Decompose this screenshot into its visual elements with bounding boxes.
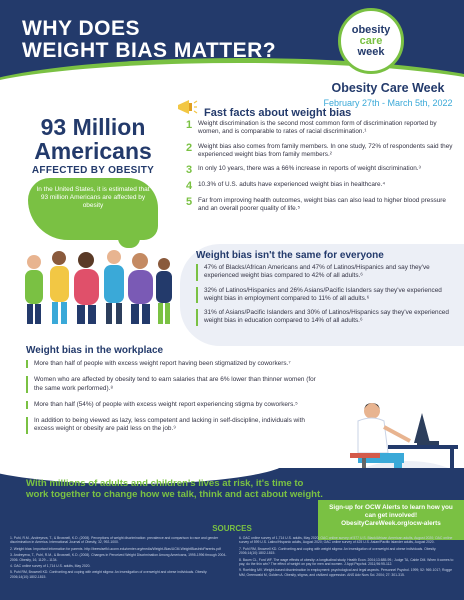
- fact-text: Weight bias also comes from family members. In one study, 72% of respondents said they experienced weight bias from family members.²: [198, 142, 453, 158]
- disparity-item: 31% of Asians/Pacific Islanders and 30% of Latinos/Hispanics say they've experienced weight bias in education compared to 14% of all adults.⁶: [196, 309, 458, 326]
- disparity-item: 32% of Latinos/Hispanics and 26% Asians/Pacific Islanders say they've experienced weight bias in employment compared to 11% of all adults.⁶: [196, 287, 458, 304]
- obesity-care-week-logo: [338, 8, 404, 74]
- fact-text: 10.3% of U.S. adults have experienced weight bias in healthcare.⁴: [198, 181, 386, 189]
- fact-item: [186, 120, 454, 137]
- megaphone-icon: [176, 98, 198, 116]
- stat-headline-line1: 93 Million: [40, 114, 146, 140]
- stat-headline: [18, 115, 168, 163]
- stat-subtitle: AFFECTED BY OBESITY: [31, 165, 155, 176]
- event-dates: February 27th - March 5th, 2022: [323, 98, 453, 108]
- disparities-title: Weight bias isn't the same for everyone: [196, 250, 384, 261]
- workplace-item: Women who are affected by obesity tend to earn salaries that are 6% lower than thinner women (for the same work performed).⁸: [26, 376, 318, 393]
- fact-text: In only 10 years, there was a 66% increase in reports of weight discrimination.³: [198, 165, 421, 173]
- source-item: 8. Baum CL, Ford WF. The wage effects of obesity: a longitudinal study. Health Econ. 2004;13:885-99.; Judge TA, Cable DM. When it comes to pay, do the thin win? The effect of weight on pay for men and women. J Appl Psychol. 2011;96:95-112.: [239, 557, 454, 567]
- fact-number: 1: [186, 119, 193, 131]
- source-item: 7. Puhl RM, Brownell KD. Confronting and coping with weight stigma: An investigation of overweight and obese individuals. Obesity. 2006;14(10):1802-1815.: [239, 546, 437, 556]
- people-group-illustration: [14, 248, 174, 326]
- page-title: [22, 18, 276, 62]
- logo-word-obesity: obesity: [351, 24, 391, 36]
- page-title-line1: WHY DOES: [22, 17, 140, 40]
- sources-title: SOURCES: [212, 524, 252, 533]
- signup-text: Sign-up for OCW Alerts to learn how you can get involved!: [329, 504, 453, 519]
- fact-number: 4: [186, 180, 193, 193]
- logo-word-care: care: [359, 35, 383, 47]
- page-title-line2: WEIGHT BIAS MATTER?: [22, 39, 277, 62]
- fast-facts-title: Fast facts about weight bias: [204, 107, 352, 119]
- fact-item: [186, 143, 454, 160]
- workplace-item: More than half of people with excess weight report having been stigmatized by coworkers.⁷: [26, 360, 318, 368]
- fact-number: 2: [186, 141, 193, 154]
- source-item: 2. Weight bias: Important information for parents. http://beewisefkl.uconn.edu/center.org/media/Weight-Bias/UCM-WeightBiasInfoParents.pdf: [10, 546, 221, 551]
- sources-list: [10, 536, 458, 581]
- us-map-florida: [118, 232, 140, 248]
- fact-number: 5: [186, 196, 193, 209]
- source-item: 3. Andreyeva, T., Puhl, R.M., & Brownell, K.D. (2008). Changes in Perceived Weight Discrimination Among Americans, 1995-1996 through 2004-2006. Obesity, 16, 1129 – 1134.: [10, 553, 227, 562]
- event-name: Obesity Care Week: [331, 81, 445, 95]
- fast-facts-list: [186, 120, 454, 220]
- disparity-item: 47% of Blacks/African Americans and 47% of Latinos/Hispanics and say they've experienced weight bias compared to 42% of all adults.⁶: [196, 264, 458, 281]
- map-caption: In the United States, it is estimated that 93 million Americans are affected by obesity: [36, 186, 150, 209]
- sources-column-left: [10, 536, 229, 581]
- fact-text: Weight discrimination is the second most common form of discrimination reported by women, and is comparable to rates of racial discrimination.¹: [198, 120, 437, 136]
- signup-link[interactable]: ObesityCareWeek.org/ocw-alerts: [341, 520, 441, 527]
- fact-item: [186, 165, 454, 175]
- call-to-action-text: With millions of adults and children's lives at risk, it's time to work together to change how we talk, think and act about weight.: [26, 478, 323, 500]
- workplace-list: [26, 360, 318, 442]
- logo-word-week: week: [357, 46, 385, 58]
- source-item: 9. Roehling MV. Weight-based discrimination in employment: psychological and legal aspects. Personnel Psychol. 1999; 52: 969-1017; Rogge MM, Greenwald M, Golden A. Obesity, stigma, and civilized oppression. ANS Adv Nurs Sci. 2004; 27: 301-315.: [239, 568, 452, 577]
- source-item: 4. OAC online survey of 1,714 U.S. adults, May 2020.: [10, 564, 91, 569]
- fact-text: Far from improving health outcomes, weight bias can also lead to higher blood pressure and an overall poorer quality of life.⁵: [198, 197, 446, 213]
- stat-headline-line2: Americans: [34, 138, 152, 164]
- source-item: 1. Puhl, R.M., Andreyeva, T., & Brownell, K.D. (2008). Perceptions of weight discrimination: prevalence and comparison to race and gender discrimination in America. International Journal of Obesity, 32, 992-1000.: [10, 536, 219, 545]
- sources-column-right: [239, 536, 458, 581]
- workplace-item: More than half (54%) of people with excess weight report experiencing stigma by coworkers.⁵: [26, 401, 318, 409]
- source-item: 5. Puhl RM, Brownell KD. Confronting and coping with weight stigma: An investigation of overweight and obese individuals. Obesity. 2006;14(10):1802-1815.: [10, 570, 208, 579]
- workplace-item: In addition to being viewed as lazy, less competent and lacking in self-discipline, individuals with excess weight or obesity are paid less on the job.⁹: [26, 417, 318, 434]
- workplace-title: Weight bias in the workplace: [26, 345, 164, 356]
- signup-box[interactable]: [318, 500, 464, 540]
- fact-item: [186, 197, 454, 214]
- source-item: 6. OAC online survey of 1,714 U.S. adults, May 2020; OAC online survey of 577 U.S. Black/African American adults, August 2020; OAC online survey of 599 U.S. Latino/Hispanic adults, August 2020; OAC online survey of 425 U.S. Asian/Pacific Islander adults, August 2020.: [239, 536, 453, 545]
- disparities-list: [196, 264, 458, 332]
- fact-item: [186, 181, 454, 191]
- fact-number: 3: [186, 164, 193, 177]
